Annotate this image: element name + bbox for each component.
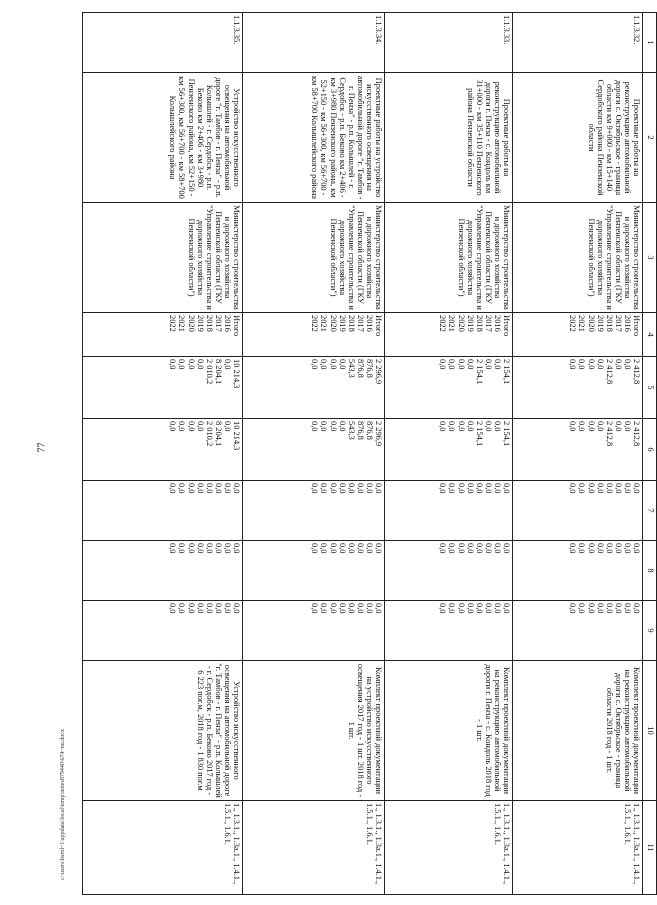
value-line: 0,0 [492, 543, 502, 554]
value-line: 876,8 [364, 359, 374, 378]
row-name: Проектные работы на реконструкцию автомобильной дороги с. Октябрьское - граница области км 9+000 - км 15+140 Сердобского района Пензенской области [513, 73, 643, 203]
value-line: 10 214,3 [232, 421, 241, 451]
value-line: 0,0 [328, 421, 338, 432]
column-header: 1 [643, 13, 657, 73]
column-header: 9 [643, 601, 657, 661]
value-line: 0,0 [355, 603, 365, 614]
row-c7-cell [243, 481, 385, 541]
value-line: 0,0 [168, 421, 178, 432]
value-line: 2021 [447, 315, 457, 332]
value-line: Итого [502, 315, 511, 337]
row-years-cell [513, 313, 643, 357]
value-line: 0,0 [595, 359, 605, 370]
value-line: 2 154,1 [502, 421, 511, 447]
value-line: 0,0 [222, 543, 232, 554]
value-line: 2017 [213, 315, 223, 332]
row-indicators: 1., 1.3.1., 1.3а.1., 1.4.1., 1.5.1., 1.6.1. [83, 801, 243, 895]
row-c9-cell [243, 601, 385, 661]
value-line: 0,0 [447, 603, 457, 614]
value-line: 0,0 [232, 543, 241, 554]
value-line: 2016 [222, 315, 232, 332]
value-line: 0,0 [319, 359, 329, 370]
value-line: 2 296,9 [374, 421, 383, 447]
program-table [82, 12, 657, 895]
row-c7-cell [83, 481, 243, 541]
value-line: 2021 [319, 315, 329, 332]
value-line: 2020 [456, 315, 466, 332]
value-line: 0,0 [604, 603, 614, 614]
value-line: 2 154,1 [502, 359, 511, 385]
value-line: 0,0 [465, 543, 475, 554]
value-line: 2018 [604, 315, 614, 332]
value-line: 0,0 [474, 483, 484, 494]
value-line: 0,0 [204, 543, 214, 554]
value-line: 0,0 [222, 359, 232, 370]
value-line: 2021 [177, 315, 187, 332]
value-line: 0,0 [632, 543, 641, 554]
value-line: 0,0 [577, 421, 587, 432]
column-header: 5 [643, 357, 657, 419]
value-line: 10 214,3 [232, 359, 241, 389]
value-line: 0,0 [502, 483, 511, 494]
column-header: 11 [643, 801, 657, 895]
value-line: 2019 [337, 315, 347, 332]
value-line: 0,0 [346, 543, 356, 554]
value-line: 0,0 [483, 543, 493, 554]
value-line: 0,0 [168, 359, 178, 370]
value-line: 0,0 [483, 359, 493, 370]
value-line: 0,0 [568, 483, 578, 494]
value-line: 0,0 [364, 543, 374, 554]
value-line: 0,0 [204, 483, 214, 494]
value-line: 2018 [204, 315, 214, 332]
row-c5-cell [513, 357, 643, 419]
value-line: Итого [232, 315, 241, 337]
value-line: 0,0 [474, 603, 484, 614]
value-line: 0,0 [632, 483, 641, 494]
value-line: 2017 [613, 315, 623, 332]
value-line: 0,0 [577, 359, 587, 370]
value-line: 0,0 [456, 543, 466, 554]
value-line: 0,0 [622, 483, 632, 494]
value-line: 0,0 [586, 543, 596, 554]
value-line: 543,3 [346, 359, 356, 378]
value-line: 0,0 [355, 483, 365, 494]
value-line: 2019 [195, 315, 205, 332]
value-line: 2 154,1 [474, 359, 484, 385]
value-line: 876,8 [364, 421, 374, 440]
value-line: 2020 [186, 315, 196, 332]
row-c6-cell [513, 419, 643, 481]
value-line: 0,0 [337, 483, 347, 494]
value-line: 0,0 [328, 603, 338, 614]
value-line: 0,0 [492, 421, 502, 432]
value-line: 0,0 [474, 543, 484, 554]
value-line: 2022 [568, 315, 578, 332]
value-line: 0,0 [447, 359, 457, 370]
row-c8-cell [513, 541, 643, 601]
value-line: 0,0 [577, 603, 587, 614]
column-number-row [643, 13, 657, 895]
row-years-cell [243, 313, 385, 357]
row-c9-cell [385, 601, 513, 661]
row-indicators: 1., 1.3.1., 1.3а.1., 1.4.1., 1.5.1., 1.6.1. [243, 801, 385, 895]
value-line: 2 412,8 [632, 421, 641, 447]
value-line: 0,0 [622, 421, 632, 432]
value-line: 0,0 [310, 543, 320, 554]
value-line: 0,0 [364, 483, 374, 494]
value-line: 2 412,8 [604, 359, 614, 385]
value-line: 2 010,2 [204, 359, 214, 385]
value-line: 0,0 [168, 603, 178, 614]
value-line: 0,0 [447, 543, 457, 554]
table-row [243, 13, 385, 895]
row-result: Комплект проектной документации на реконструкцию автомобильной дороги с. Октябрьское - граница области 2018 год - 1 шт. [513, 661, 643, 801]
value-line: 0,0 [337, 543, 347, 554]
column-header: 7 [643, 481, 657, 541]
value-line: 0,0 [465, 603, 475, 614]
value-line: 0,0 [604, 483, 614, 494]
value-line: 0,0 [337, 603, 347, 614]
value-line: 0,0 [456, 421, 466, 432]
table-row [83, 13, 243, 895]
value-line: 0,0 [492, 359, 502, 370]
value-line: 0,0 [465, 421, 475, 432]
row-indicators: 1., 1.3.1., 1.3а.1., 1.4.1., 1.5.1., 1.6.1. [513, 801, 643, 895]
value-line: 0,0 [483, 483, 493, 494]
row-executor: Министерство строительства и дорожного хозяйства Пензенской области (ГКУ "Управление строительства и дорожного хозяйства Пензенской области") [83, 203, 243, 313]
value-line: 0,0 [465, 359, 475, 370]
value-line: 0,0 [186, 543, 196, 554]
value-line: 0,0 [492, 483, 502, 494]
column-header: 6 [643, 419, 657, 481]
value-line: 2021 [577, 315, 587, 332]
value-line: 0,0 [492, 603, 502, 614]
table-row [513, 13, 643, 895]
value-line: 543,3 [346, 421, 356, 440]
value-line: 0,0 [613, 483, 623, 494]
column-header: 2 [643, 73, 657, 203]
value-line: 0,0 [346, 603, 356, 614]
value-line: 0,0 [622, 543, 632, 554]
value-line: 0,0 [222, 603, 232, 614]
value-line: 2 154,1 [474, 421, 484, 447]
row-indicators: 1., 1.3.1., 1.3а.1., 1.4.1., 1.5.1., 1.6.1. [385, 801, 513, 895]
value-line: 0,0 [568, 421, 578, 432]
value-line: 0,0 [438, 603, 448, 614]
value-line: 0,0 [177, 359, 187, 370]
row-c8-cell [243, 541, 385, 601]
row-result: Комплект проектной документации на устройство искусственного освещения 2017 год - 1 шт. 2018 год - 1 шт. [243, 661, 385, 801]
value-line: 0,0 [328, 543, 338, 554]
value-line: 2017 [483, 315, 493, 332]
table-body [83, 13, 643, 895]
rotated-content [92, 12, 657, 894]
value-line: 0,0 [438, 421, 448, 432]
value-line: 0,0 [177, 543, 187, 554]
value-line: 0,0 [346, 483, 356, 494]
value-line: 0,0 [195, 359, 205, 370]
row-c5-cell [385, 357, 513, 419]
value-line: 0,0 [374, 543, 383, 554]
value-line: 0,0 [447, 421, 457, 432]
value-line: 2019 [465, 315, 475, 332]
value-line: 8 204,1 [213, 359, 223, 385]
value-line: 2016 [492, 315, 502, 332]
value-line: 2022 [438, 315, 448, 332]
row-c6-cell [385, 419, 513, 481]
rotated-page [92, 12, 657, 894]
value-line: 0,0 [186, 603, 196, 614]
value-line: 0,0 [586, 603, 596, 614]
column-header: 3 [643, 203, 657, 313]
column-header: 10 [643, 661, 657, 801]
value-line: 0,0 [483, 421, 493, 432]
footer-file-path: c:\users\bsrol~1\appdata\local\temp\notes879440\674~nu.docx [60, 729, 66, 880]
value-line: 2 412,8 [604, 421, 614, 447]
value-line: 0,0 [310, 483, 320, 494]
row-executor: Министерство строительства и дорожного хозяйства Пензенской области (ГКУ "Управление строительства и дорожного хозяйства Пензенской области") [513, 203, 643, 313]
value-line: 0,0 [337, 421, 347, 432]
row-result: Устройство искусственного освещения на автомобильной дороге "г. Тамбов - г. Пенза" - р.п. Колышлей - г. Сердобск - р.п. Бековo 2017 год - 6 223 пог.м, 2018 год - 1 830 пог.м [83, 661, 243, 801]
value-line: 0,0 [456, 359, 466, 370]
value-line: 0,0 [186, 421, 196, 432]
row-c9-cell [513, 601, 643, 661]
row-name: Проектные работы на устройство искусственного освещения на автомобильной дороге "г. Тамбов - г. Пенза" - р.п. Колышлей - г. Сердобск - р.п. Бековo км 2+406 - км 3+980 Пензенского района, км 52+150 - км 56+300, км 56+700 - км 58+700 Колышлейского района [243, 73, 385, 203]
value-line: 0,0 [319, 421, 329, 432]
value-line: Итого [632, 315, 641, 337]
value-line: 2018 [346, 315, 356, 332]
value-line: 0,0 [328, 483, 338, 494]
value-line: 2022 [310, 315, 320, 332]
row-name: Устройство искусственного освещения на автомобильной дороге "г. Тамбов - г. Пенза" - р.п. Колышлей - г. Сердобск - р.п. Бековo км 2+406 - км 3+980 Пензенского района, км 52+150 - км 56+300, км 56+700 - км 58+700 Колышлейского района [83, 73, 243, 203]
value-line: 0,0 [483, 603, 493, 614]
value-line: 0,0 [613, 421, 623, 432]
value-line: 0,0 [364, 603, 374, 614]
row-years-cell [83, 313, 243, 357]
value-line: 0,0 [177, 603, 187, 614]
value-line: 0,0 [310, 359, 320, 370]
value-line: 0,0 [613, 543, 623, 554]
value-line: 0,0 [213, 543, 223, 554]
value-line: 0,0 [438, 359, 448, 370]
value-line: 876,8 [355, 421, 365, 440]
page-number: 77 [36, 442, 48, 453]
value-line: 0,0 [622, 359, 632, 370]
value-line: 0,0 [319, 483, 329, 494]
value-line: 0,0 [177, 483, 187, 494]
value-line: 0,0 [195, 483, 205, 494]
row-c9-cell [83, 601, 243, 661]
row-name: Проектные работы на реконструкцию автомобильной дороги г. Пенза - с. Кондоль км 31+000 - км 35+110 Пензенского района Пензенской области [385, 73, 513, 203]
row-c8-cell [83, 541, 243, 601]
value-line: 0,0 [195, 603, 205, 614]
value-line: 0,0 [438, 483, 448, 494]
row-executor: Министерство строительства и дорожного хозяйства Пензенской области (ГКУ "Управление строительства и дорожного хозяйства Пензенской области") [243, 203, 385, 313]
value-line: 0,0 [195, 421, 205, 432]
value-line: 0,0 [310, 603, 320, 614]
value-line: 0,0 [622, 603, 632, 614]
value-line: 0,0 [568, 603, 578, 614]
value-line: 876,8 [355, 359, 365, 378]
value-line: 0,0 [232, 603, 241, 614]
value-line: 2017 [355, 315, 365, 332]
value-line: 2016 [364, 315, 374, 332]
value-line: 0,0 [328, 359, 338, 370]
value-line: 2018 [474, 315, 484, 332]
value-line: 2016 [622, 315, 632, 332]
value-line: 0,0 [595, 483, 605, 494]
value-line: 0,0 [586, 483, 596, 494]
value-line: 0,0 [310, 421, 320, 432]
value-line: 0,0 [232, 483, 241, 494]
value-line: 0,0 [465, 483, 475, 494]
row-years-cell [385, 313, 513, 357]
value-line: 0,0 [168, 543, 178, 554]
value-line: 0,0 [595, 421, 605, 432]
row-code: 1.1.3.35. [83, 13, 243, 73]
value-line: 0,0 [337, 359, 347, 370]
value-line: 0,0 [177, 421, 187, 432]
value-line: 0,0 [195, 543, 205, 554]
table-row [385, 13, 513, 895]
value-line: 0,0 [319, 603, 329, 614]
value-line: 0,0 [447, 483, 457, 494]
value-line: 0,0 [222, 483, 232, 494]
value-line: 2020 [328, 315, 338, 332]
value-line: 0,0 [438, 543, 448, 554]
value-line: 2 412,8 [632, 359, 641, 385]
value-line: 0,0 [595, 543, 605, 554]
value-line: 0,0 [595, 603, 605, 614]
row-c6-cell [243, 419, 385, 481]
row-code: 1.1.3.33. [385, 13, 513, 73]
value-line: 0,0 [586, 359, 596, 370]
value-line: 0,0 [186, 359, 196, 370]
row-c5-cell [83, 357, 243, 419]
row-c7-cell [513, 481, 643, 541]
value-line: 0,0 [186, 483, 196, 494]
value-line: 0,0 [568, 359, 578, 370]
value-line: 0,0 [586, 421, 596, 432]
value-line: 0,0 [355, 543, 365, 554]
value-line: 0,0 [502, 603, 511, 614]
row-executor: Министерство строительства и дорожного хозяйства Пензенской области (ГКУ "Управление строительства и дорожного хозяйства Пензенской области") [385, 203, 513, 313]
value-line: 0,0 [604, 543, 614, 554]
value-line: 0,0 [577, 483, 587, 494]
value-line: 0,0 [168, 483, 178, 494]
value-line: 0,0 [613, 359, 623, 370]
value-line: 0,0 [632, 603, 641, 614]
row-c7-cell [385, 481, 513, 541]
value-line: 0,0 [222, 421, 232, 432]
value-line: 2019 [595, 315, 605, 332]
value-line: 8 204,1 [213, 421, 223, 447]
column-header: 4 [643, 313, 657, 357]
row-c8-cell [385, 541, 513, 601]
value-line: 2 010,2 [204, 421, 214, 447]
value-line: 0,0 [374, 483, 383, 494]
value-line: 0,0 [456, 603, 466, 614]
value-line: 0,0 [213, 603, 223, 614]
row-result: Комплект проектной документации на реконструкцию автомобильной дороги г. Пенза - с. Кондоль 2018 год - 1 шт. [385, 661, 513, 801]
value-line: 0,0 [502, 543, 511, 554]
value-line: 0,0 [319, 543, 329, 554]
value-line: 0,0 [374, 603, 383, 614]
column-header: 8 [643, 541, 657, 601]
value-line: 0,0 [204, 603, 214, 614]
value-line: 2022 [168, 315, 178, 332]
row-code: 1.1.3.32. [513, 13, 643, 73]
value-line: 0,0 [456, 483, 466, 494]
value-line: 0,0 [213, 483, 223, 494]
row-c6-cell [83, 419, 243, 481]
value-line: 0,0 [568, 543, 578, 554]
value-line: Итого [374, 315, 383, 337]
value-line: 2 296,9 [374, 359, 383, 385]
value-line: 2020 [586, 315, 596, 332]
row-c5-cell [243, 357, 385, 419]
row-code: 1.1.3.34. [243, 13, 385, 73]
value-line: 0,0 [577, 543, 587, 554]
value-line: 0,0 [613, 603, 623, 614]
